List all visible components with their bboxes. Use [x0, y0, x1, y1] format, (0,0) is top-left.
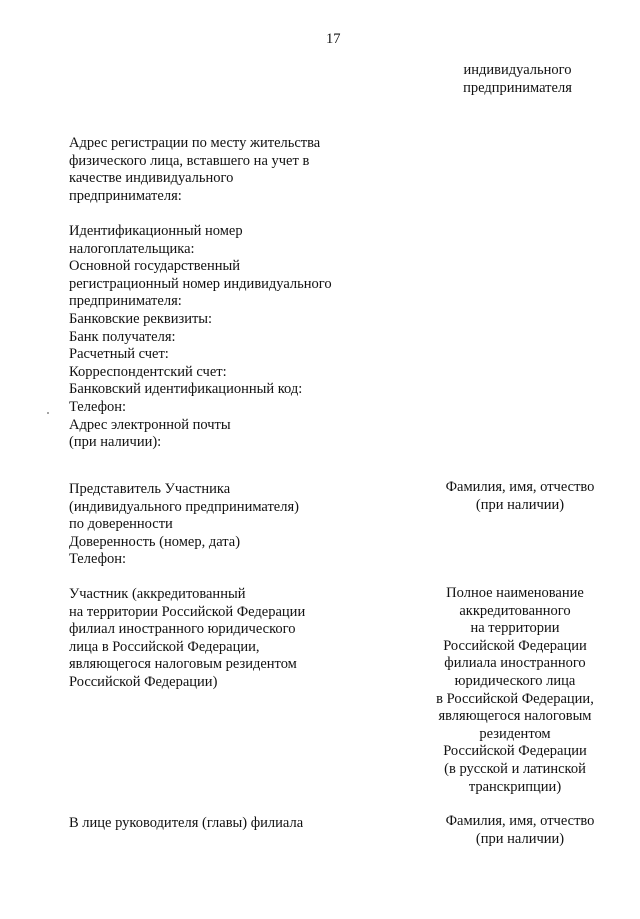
text-line: Адрес регистрации по месту жительства: [69, 135, 321, 151]
text-line: Телефон:: [69, 398, 127, 415]
text-line: Корреспондентский счет:: [69, 363, 227, 380]
text-line: по доверенности: [69, 516, 173, 533]
participant-name-caption: [420, 585, 610, 796]
text-line: Банк получателя:: [69, 328, 176, 345]
text-line: предпринимателя:: [69, 293, 182, 310]
text-line: Российской Федерации: [443, 637, 587, 654]
text-line: (при наличии): [475, 830, 565, 847]
text-line: транскрипции): [468, 778, 562, 795]
text-line: качестве индивидуального: [69, 170, 234, 187]
text-line: Идентификационный номер: [69, 223, 243, 239]
scan-speck: [47, 412, 49, 414]
text-line: налогоплательщика:: [69, 240, 195, 257]
participant-block: [69, 586, 305, 692]
text-line: регистрационный номер индивидуального: [69, 275, 332, 292]
text-line: Банковские реквизиты:: [69, 310, 213, 327]
text-line: Расчетный счет:: [69, 346, 169, 363]
text-line: предпринимателя: [463, 79, 572, 96]
text-line: физического лица, вставшего на учет в: [69, 152, 310, 169]
text-line: (в русской и латинской: [444, 760, 586, 777]
text-line: лица в Российской Федерации,: [69, 638, 260, 655]
text-line: являющегося налоговым резидентом: [69, 656, 297, 673]
text-line: Доверенность (номер, дата): [69, 533, 241, 550]
text-line: Фамилия, имя, отчество: [445, 813, 595, 829]
text-line: Представитель Участника: [69, 481, 231, 497]
representative-name-caption: [425, 479, 615, 514]
text-line: филиала иностранного: [444, 655, 586, 672]
text-line: резидентом: [479, 725, 551, 742]
representative-block: [69, 481, 299, 569]
text-line: Участник (аккредитованный: [69, 586, 246, 602]
text-line: Полное наименование: [446, 585, 584, 601]
text-line: предпринимателя:: [69, 187, 182, 204]
text-line: являющегося налоговым: [438, 708, 592, 725]
text-line: на территории: [470, 620, 560, 637]
text-line: Банковский идентификационный код:: [69, 381, 303, 398]
details-block: [69, 223, 332, 452]
text-line: Российской Федерации): [69, 673, 218, 690]
branch-head-name-caption: [425, 813, 615, 848]
page-number: 17: [326, 31, 341, 47]
text-line: аккредитованного: [459, 602, 571, 619]
text-line: Фамилия, имя, отчество: [445, 479, 595, 495]
text-line: Основной государственный: [69, 258, 240, 275]
text-line: (индивидуального предпринимателя): [69, 498, 299, 515]
text-line: в Российской Федерации,: [436, 690, 594, 707]
text-line: Российской Федерации: [443, 743, 587, 760]
branch-head-label: В лице руководителя (главы) филиала: [69, 815, 304, 831]
top-right-continuation: [430, 62, 605, 97]
text-line: индивидуального: [463, 62, 572, 78]
text-line: юридического лица: [454, 672, 576, 689]
address-block: [69, 135, 320, 205]
text-line: (при наличии):: [69, 434, 162, 451]
text-line: филиал иностранного юридического: [69, 621, 296, 638]
text-line: на территории Российской Федерации: [69, 603, 306, 620]
text-line: Адрес электронной почты: [69, 416, 231, 433]
text-line: (при наличии): [475, 496, 565, 513]
text-line: Телефон:: [69, 551, 127, 568]
